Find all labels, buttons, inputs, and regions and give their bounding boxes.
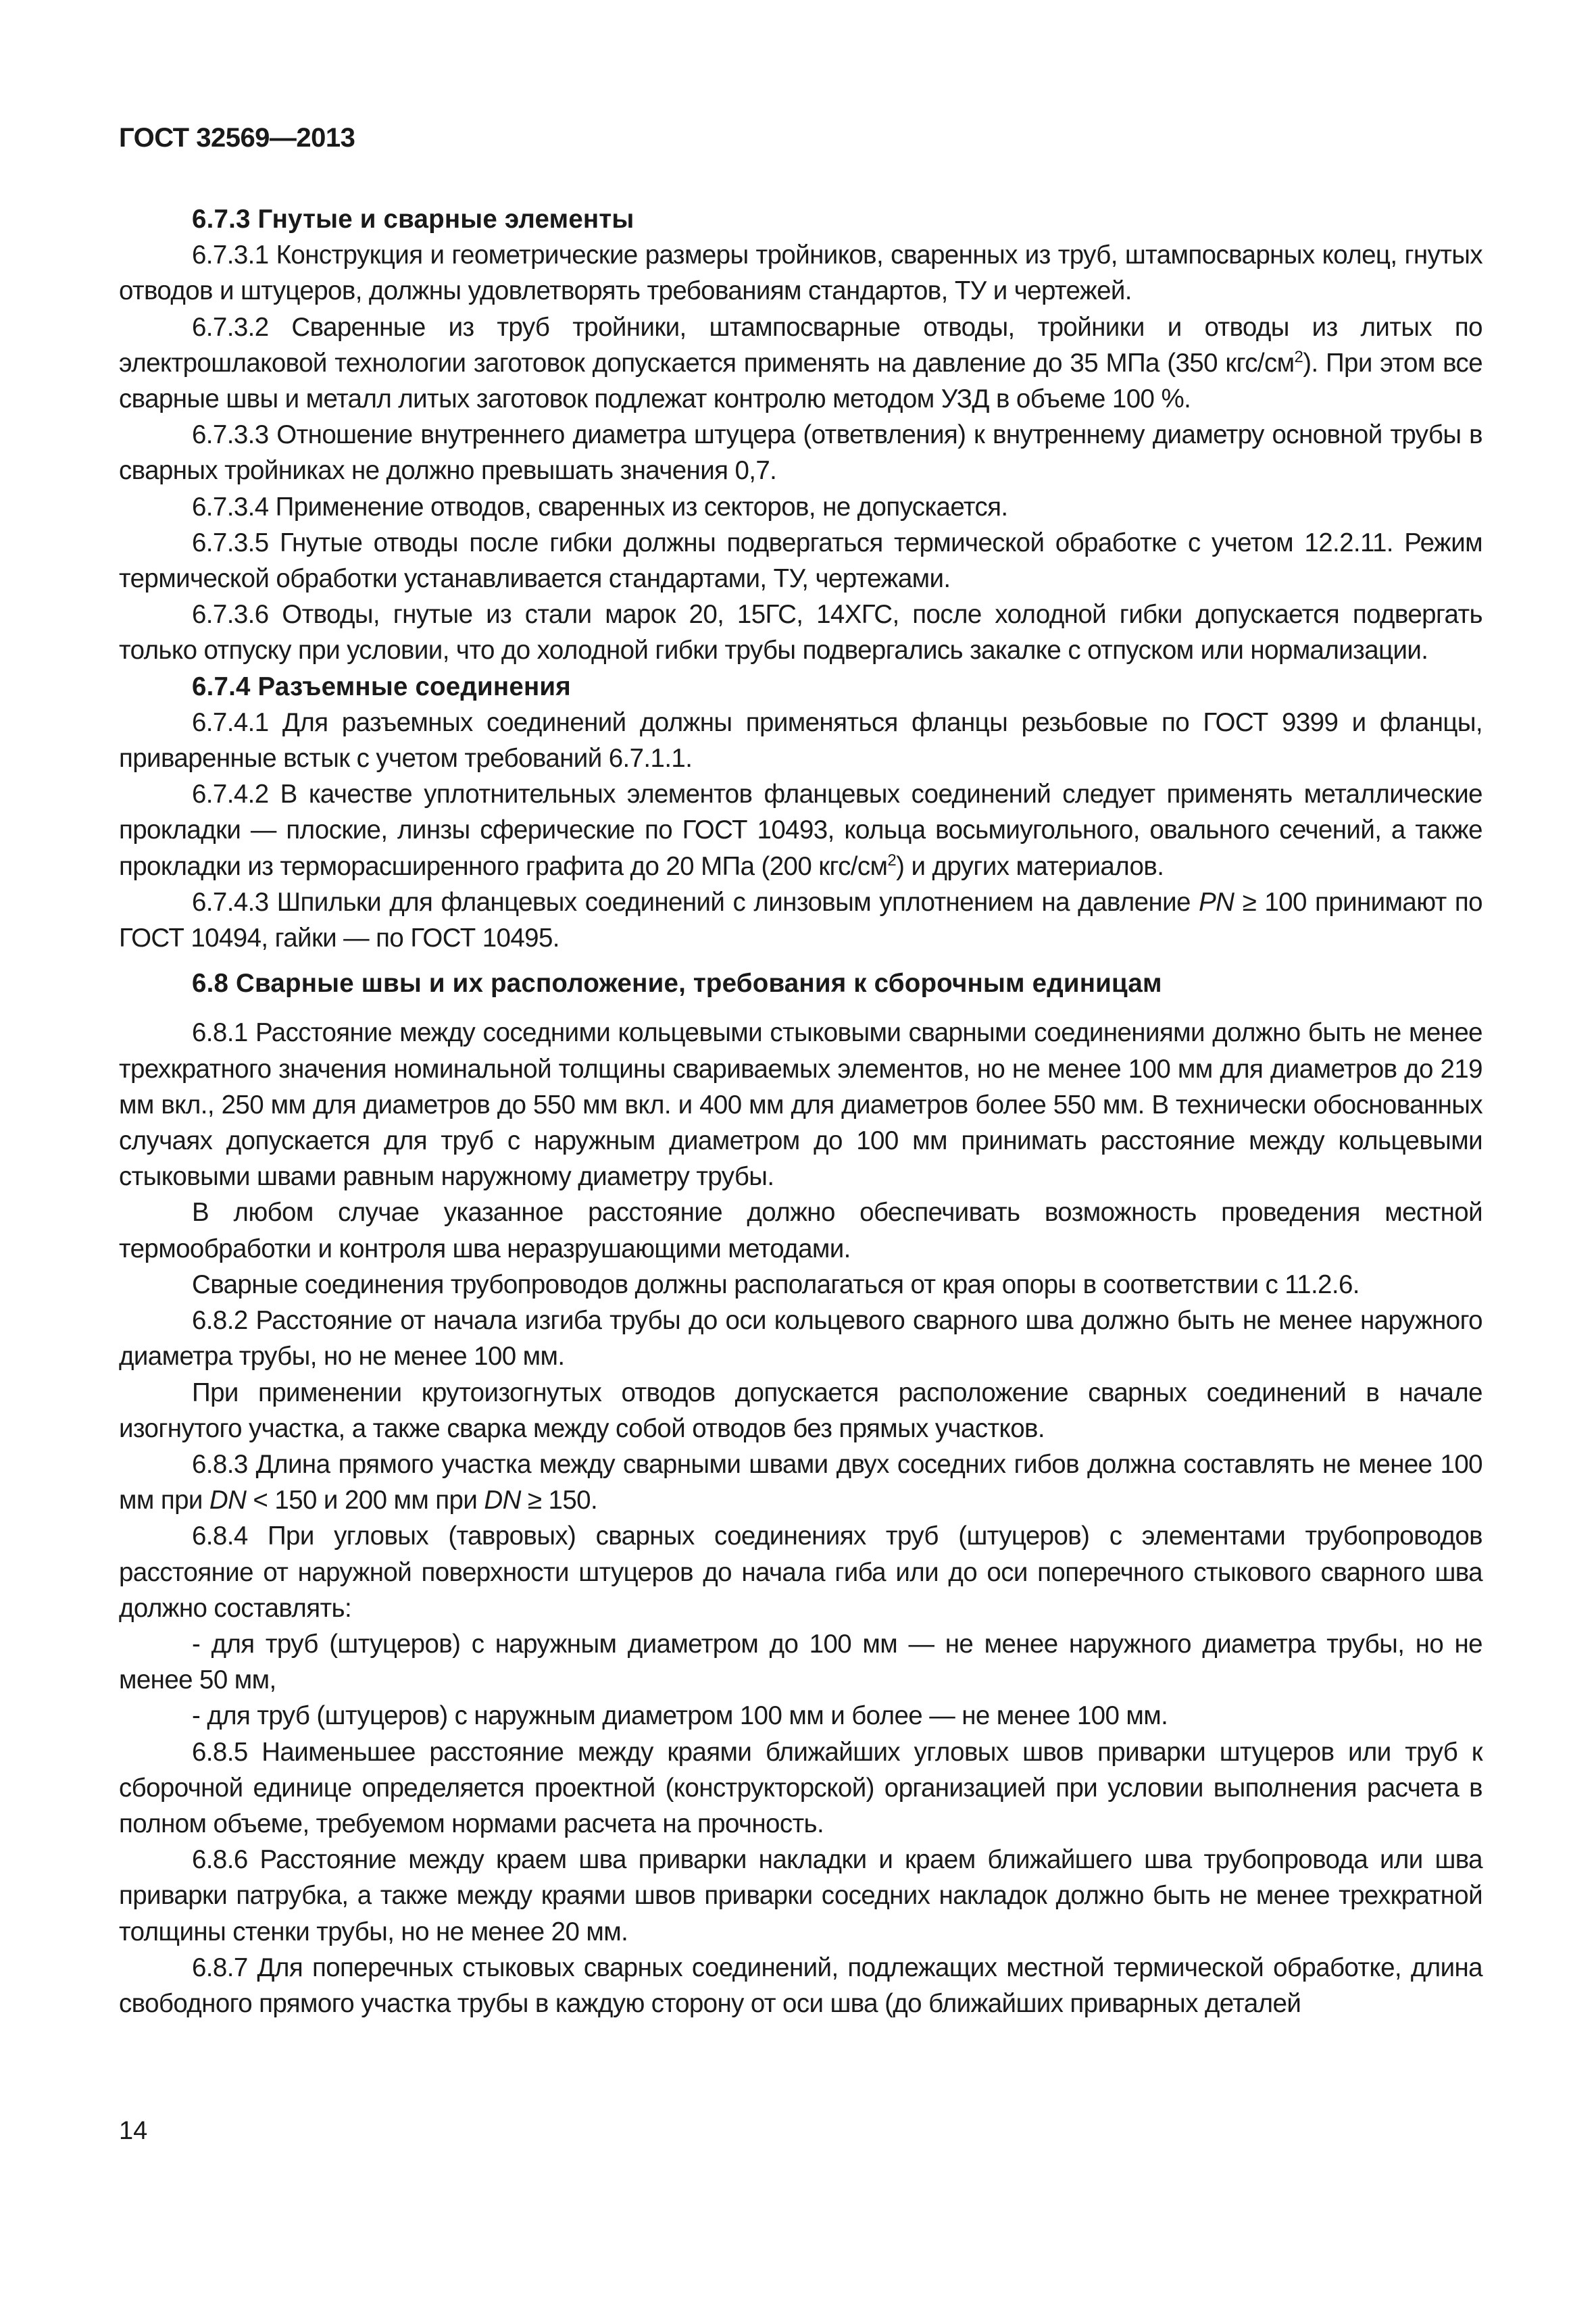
paragraph-6-7-3-1: 6.7.3.1 Конструкция и геометрические размеры тройников, сваренных из труб, штампосварных колец, гнутых отводов и штуцеров, должны удовлетворять требованиям стандартов, ТУ и чертежей.: [119, 241, 1482, 306]
document-body: [119, 201, 1482, 2021]
section-heading-6-7-3: 6.7.3 Гнутые и сварные элементы: [192, 205, 634, 234]
paragraph-6-7-4-3: 6.7.4.3 Шпильки для фланцевых соединений с линзовым уплотнением на давление PN ≥ 100 принимают по ГОСТ 10494, гайки — по ГОСТ 10495.: [119, 887, 1482, 953]
paragraph-6-8-6: 6.8.6 Расстояние между краем шва приварки накладки и краем ближайшего шва трубопровода или шва приварки патрубка, а также между краями швов приварки соседних накладок должно быть не менее трехкратной толщины стенки трубы, но не менее 20 мм.: [119, 1845, 1482, 1946]
section-heading-6-8: 6.8 Сварные швы и их расположение, требования к сборочным единицам: [192, 969, 1162, 999]
paragraph-6-8-2-note: При применении крутоизогнутых отводов допускается расположение сварных соединений в начале изогнутого участка, а также сварка между собой отводов без прямых участков.: [119, 1378, 1482, 1443]
list-item-pipes-100-and-more: - для труб (штуцеров) с наружным диаметром 100 мм и более — не менее 100 мм.: [192, 1701, 1168, 1731]
paragraph-6-8-1-note: В любом случае указанное расстояние должно обеспечивать возможность проведения местной термообработки и контроля шва неразрушающими методами.: [119, 1198, 1482, 1263]
paragraph-6-7-4-1: 6.7.4.1 Для разъемных соединений должны применяться фланцы резьбовые по ГОСТ 9399 и фланцы, приваренные встык с учетом требований 6.7.1.1.: [119, 707, 1482, 774]
paragraph-6-7-3-6: 6.7.3.6 Отводы, гнутые из стали марок 20, 15ГС, 14ХГС, после холодной гибки допускается подвергать только отпуску при условии, что до холодной гибки трубы подвергались закалке с отпуском или нормализации.: [119, 600, 1482, 665]
list-item-pipes-under-100: - для труб (штуцеров) с наружным диаметром до 100 мм — не менее наружного диаметра трубы, но не менее 50 мм,: [119, 1629, 1482, 1695]
paragraph-6-8-5: 6.8.5 Наименьшее расстояние между краями ближайших угловых швов приварки штуцеров или труб к сборочной единице определяется проектной (конструкторской) организацией при условии выполнения расчета в полном объеме, требуемом нормами расчета на прочность.: [119, 1737, 1482, 1838]
paragraph-6-8-2: 6.8.2 Расстояние от начала изгиба трубы до оси кольцевого сварного шва должно быть не менее наружного диаметра трубы, но не менее 100 мм.: [119, 1306, 1482, 1372]
paragraph-6-8-3: 6.8.3 Длина прямого участка между сварными швами двух соседних гибов должна составлять не менее 100 мм при DN < 150 и 200 мм при DN ≥ 150.: [119, 1449, 1482, 1515]
paragraph-6-8-7: 6.8.7 Для поперечных стыковых сварных соединений, подлежащих местной термической обработке, длина свободного прямого участка трубы в каждую сторону от оси шва (до ближайших приварных деталей: [119, 1953, 1482, 2018]
paragraph-6-8-1-supports: Сварные соединения трубопроводов должны располагаться от края опоры в соответствии с 11.2.6.: [192, 1269, 1360, 1299]
document-code-header: ГОСТ 32569—2013: [119, 123, 355, 153]
paragraph-6-8-4: 6.8.4 При угловых (тавровых) сварных соединениях труб (штуцеров) с элементами трубопроводов расстояние от наружной поверхности штуцеров до начала гиба или до оси поперечного стыкового сварного шва должно составлять:: [119, 1521, 1482, 1623]
paragraph-6-8-1: 6.8.1 Расстояние между соседними кольцевыми стыковыми сварными соединениями должно быть не менее трехкратного значения номинальной толщины свариваемых элементов, но не менее 100 мм для диаметров до 219 мм вкл., 250 мм для диаметров до 550 мм вкл. и 400 мм для диаметров более 550 мм. В технически обоснованных случаях допускается для труб с наружным диаметром до 100 мм принимать расстояние между кольцевыми стыковыми швами равным наружному диаметру трубы.: [119, 1018, 1482, 1192]
paragraph-6-7-4-2: 6.7.4.2 В качестве уплотнительных элементов фланцевых соединений следует применять металлические прокладки — плоские, линзы сферические по ГОСТ 10493, кольца восьмиугольного, овального сечений, а также прокладки из терморасширенного графита до 20 МПа (200 кгс/$см^2$) и других материалов.: [119, 780, 1482, 881]
paragraph-6-7-3-3: 6.7.3.3 Отношение внутреннего диаметра штуцера (ответвления) к внутреннему диаметру основной трубы в сварных тройниках не должно превышать значения 0,7.: [119, 420, 1482, 486]
paragraph-6-7-3-5: 6.7.3.5 Гнутые отводы после гибки должны подвергаться термической обработке с учетом 12.2.11. Режим термической обработки устанавливается стандартами, ТУ, чертежами.: [119, 528, 1482, 594]
page-number: 14: [119, 2117, 148, 2145]
paragraph-6-7-3-4: 6.7.3.4 Применение отводов, сваренных из секторов, не допускается.: [192, 492, 1008, 522]
section-heading-6-7-4: 6.7.4 Разъемные соединения: [192, 672, 571, 701]
paragraph-6-7-3-2: 6.7.3.2 Сваренные из труб тройники, штампосварные отводы, тройники и отводы из литых по электрошлаковой технологии заготовок допускается применять на давление до 35 МПа (350 кгс/$см^2$). При этом все сварные швы и металл литых заготовок подлежат контролю методом УЗД в объеме 100 %.: [119, 312, 1483, 414]
